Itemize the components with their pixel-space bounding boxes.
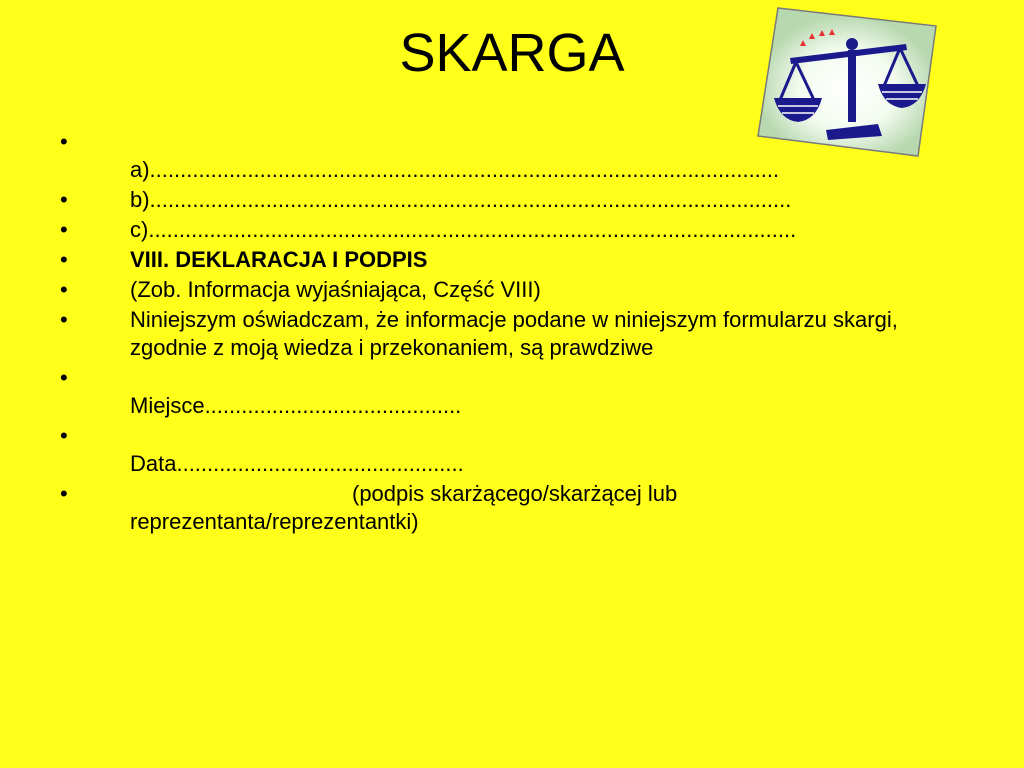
bullet-marker: • xyxy=(60,277,68,302)
list-item xyxy=(60,246,970,274)
list-item xyxy=(60,128,970,184)
bullet-marker: • xyxy=(60,365,68,390)
bullet-marker: • xyxy=(60,247,68,272)
page-title: SKARGA xyxy=(399,23,625,83)
field-b-line: b)......................................................................................................... xyxy=(130,187,792,212)
bullet-list xyxy=(60,128,970,538)
place-field-line: Miejsce.......................................... xyxy=(130,393,462,418)
bullet-marker: • xyxy=(60,423,68,448)
bullet-marker: • xyxy=(60,217,68,242)
bullet-marker: • xyxy=(60,307,68,332)
field-c-line: c).......................................................................................................... xyxy=(130,217,797,242)
signature-caption-line2: reprezentanta/reprezentantki) xyxy=(130,509,419,534)
list-item xyxy=(60,364,970,420)
list-item xyxy=(60,422,970,478)
signature-caption-line1: (podpis skarżącego/skarżącej lub xyxy=(352,481,678,506)
list-item xyxy=(60,480,970,536)
field-a-line: a)....................................................................................................... xyxy=(130,157,780,182)
list-item xyxy=(60,216,970,244)
signature-caption xyxy=(130,480,970,536)
list-item xyxy=(60,306,970,362)
declaration-text: Niniejszym oświadczam, że informacje podane w niniejszym formularzu skargi, zgodnie z moją wiedza i przekonaniem, są prawdziwe xyxy=(130,307,898,360)
bullet-marker: • xyxy=(60,187,68,212)
bullet-marker: • xyxy=(60,481,68,506)
section-reference: (Zob. Informacja wyjaśniająca, Część VIII) xyxy=(130,277,541,302)
date-field-line: Data............................................... xyxy=(130,451,464,476)
section-heading: VIII. DEKLARACJA I PODPIS xyxy=(130,247,428,272)
list-item xyxy=(60,276,970,304)
list-item xyxy=(60,186,970,214)
bullet-marker: • xyxy=(60,129,68,154)
